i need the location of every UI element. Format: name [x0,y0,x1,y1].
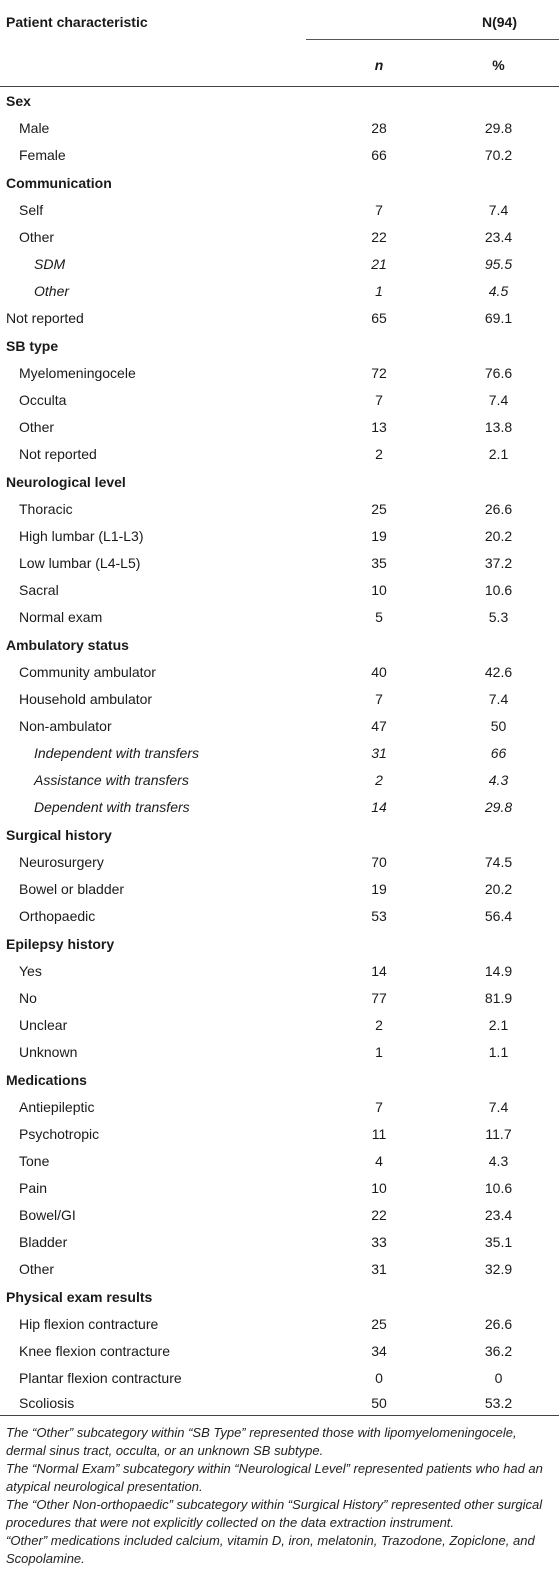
row-label: Bowel/GI [19,1207,76,1223]
table-row [0,958,559,985]
section-label: SB type [6,338,59,354]
footnote: The “Normal Exam” subcategory within “Neurological Level” represented patients who had an atypical neurological presentation. [6,1461,543,1494]
cell-percent [418,930,559,958]
cell-percent: 11.7 [485,1126,512,1142]
table-row [0,1175,559,1202]
section-row [0,87,559,116]
cell-percent: 81.9 [484,990,513,1006]
section-label: Medications [6,1072,87,1088]
cell-n: 33 [371,1234,387,1250]
cell-n: 19 [371,881,387,897]
table-row [0,903,559,930]
cell-percent: 2.1 [488,1017,509,1033]
cell-percent: 37.2 [484,555,513,571]
table-row [0,604,559,631]
cell-n: 13 [371,419,387,435]
row-label: Tone [19,1153,50,1169]
table-header [0,0,559,87]
row-label: Other [19,229,55,245]
footnote: The “Other Non-orthopaedic” subcategory within “Surgical History” represented other surgical procedures that were not explicitly collected on the data extraction instrument. [6,1497,543,1530]
row-label: Independent with transfers [34,745,199,761]
cell-percent: 20.2 [484,881,513,897]
row-label: Non-ambulator [19,718,112,734]
cell-percent: 0 [494,1370,503,1386]
section-label: Ambulatory status [6,637,129,653]
section-row [0,1066,559,1094]
cell-n: 25 [371,1316,387,1332]
cell-percent: 4.3 [488,772,509,788]
cell-n: 31 [371,1261,387,1277]
cell-percent: 70.2 [484,147,513,163]
cell-n [300,169,418,197]
row-label: Bladder [19,1234,68,1250]
header-row-columns [0,44,559,87]
row-label: Bowel or bladder [19,881,125,897]
cell-n: 25 [371,501,387,517]
cell-n: 22 [371,1207,387,1223]
row-label: Pain [19,1180,48,1196]
cell-n: 10 [371,582,387,598]
cell-percent: 56.4 [484,908,513,924]
table-row [0,1392,559,1416]
table-row [0,1148,559,1175]
cell-n [300,930,418,958]
cell-n [300,87,418,116]
cell-n [300,1283,418,1311]
table-row [0,740,559,767]
table-row [0,1202,559,1229]
row-label: Dependent with transfers [34,799,190,815]
row-label: Scoliosis [0,1392,300,1416]
cell-percent: 10.6 [484,1180,513,1196]
cell-n [300,468,418,496]
cell-percent: 2.1 [488,446,509,462]
cell-n: 7 [375,691,383,707]
section-row [0,468,559,496]
cell-n: 14 [371,963,387,979]
row-label: Myelomeningocele [19,365,136,381]
cell-percent: 50 [490,718,507,734]
cell-percent [418,1283,559,1311]
row-label: Thoracic [19,501,73,517]
cell-n: 11 [371,1126,387,1142]
table-row [0,1012,559,1039]
table-row [0,794,559,821]
row-label: Occulta [19,392,67,408]
cell-n: 10 [371,1180,387,1196]
table-row [0,659,559,686]
section-label: Neurological level [6,474,126,490]
table-row [0,713,559,740]
table-row [0,142,559,169]
row-label: Female [19,147,66,163]
cell-percent [418,87,559,116]
cell-percent [418,1066,559,1094]
cell-n: 65 [371,310,387,326]
cell-n: 7 [375,1099,383,1115]
cell-n: 31 [371,745,387,761]
section-row [0,169,559,197]
section-row [0,332,559,360]
cell-n: 7 [375,202,383,218]
cell-percent: 69.1 [484,310,513,326]
cell-n: 47 [371,718,387,734]
cell-percent [418,332,559,360]
table-row [0,1365,559,1392]
table-row [0,985,559,1012]
header-characteristic: Patient characteristic [6,14,148,30]
cell-percent: 13.8 [484,419,513,435]
row-label: Knee flexion contracture [19,1343,170,1359]
section-label: Epilepsy history [6,936,115,952]
table-row [0,1311,559,1338]
cell-n: 4 [375,1153,383,1169]
cell-n [300,1066,418,1094]
cell-n: 7 [375,392,383,408]
table-body [0,87,559,1416]
row-label: Self [19,202,44,218]
cell-percent: 23.4 [484,1207,513,1223]
group-header-rule [306,39,559,40]
section-label: Physical exam results [6,1289,153,1305]
table-row [0,1121,559,1148]
cell-n: 19 [371,528,387,544]
row-label: Other [19,1261,55,1277]
cell-n: 53 [371,908,387,924]
row-label: Unknown [19,1044,78,1060]
row-label: High lumbar (L1-L3) [19,528,144,544]
header-blank [0,44,300,87]
row-label: Unclear [19,1017,68,1033]
cell-percent [418,468,559,496]
row-label: Not reported [6,310,84,326]
cell-n: 50 [300,1392,418,1416]
cell-n: 72 [371,365,387,381]
cell-percent: 76.6 [484,365,513,381]
cell-n: 66 [371,147,387,163]
table-row [0,115,559,142]
cell-n [300,821,418,849]
cell-percent: 7.4 [488,1099,509,1115]
cell-n [300,631,418,659]
cell-percent [418,169,559,197]
cell-percent: 32.9 [484,1261,513,1277]
section-row [0,1283,559,1311]
cell-n: 35 [371,555,387,571]
cell-percent: 26.6 [484,501,513,517]
cell-n: 21 [371,256,387,272]
cell-percent: 7.4 [488,202,509,218]
row-label: Normal exam [19,609,103,625]
table-row [0,224,559,251]
table-row [0,1094,559,1121]
table-row [0,686,559,713]
cell-percent: 74.5 [484,854,513,870]
cell-n [300,332,418,360]
table-row [0,1256,559,1283]
header-group-n94: N(94) [482,14,518,30]
cell-percent: 14.9 [484,963,513,979]
row-label: Sacral [19,582,59,598]
table-row [0,550,559,577]
cell-n: 22 [371,229,387,245]
section-row [0,631,559,659]
cell-percent: 7.4 [488,392,509,408]
table-row [0,1229,559,1256]
table-row [0,305,559,332]
cell-percent: 95.5 [484,256,513,272]
row-label: Antiepileptic [19,1099,95,1115]
cell-n: 14 [371,799,387,815]
table-row [0,876,559,903]
cell-percent [418,821,559,849]
section-row [0,821,559,849]
cell-percent: 66 [490,745,507,761]
row-label: Yes [19,963,42,979]
row-label: Orthopaedic [19,908,96,924]
table-row [0,387,559,414]
table-row [0,767,559,794]
header-percent: % [418,44,559,87]
table-row [0,496,559,523]
row-label: Household ambulator [19,691,153,707]
table-row [0,251,559,278]
row-label: Neurosurgery [19,854,104,870]
table-row [0,414,559,441]
table-row [0,278,559,305]
cell-n: 1 [375,283,383,299]
cell-n: 34 [371,1343,387,1359]
row-label: SDM [34,256,66,272]
cell-percent: 7.4 [488,691,509,707]
footnote: The “Other” subcategory within “SB Type” represented those with lipomyelomeningocele, dermal sinus tract, occulta, or an unknown SB subtype. [6,1425,517,1458]
cell-percent: 23.4 [484,229,513,245]
row-label: Hip flexion contracture [19,1316,159,1332]
cell-n: 2 [375,446,383,462]
section-label: Communication [6,175,112,191]
table-row [0,523,559,550]
section-label: Surgical history [6,827,112,843]
cell-percent: 53.2 [418,1392,559,1416]
cell-n: 1 [375,1044,383,1060]
table-row [0,577,559,604]
cell-percent: 10.6 [484,582,513,598]
row-label: Plantar flexion contracture [19,1370,182,1386]
table-row [0,441,559,468]
cell-n: 0 [375,1370,383,1386]
table-row [0,1039,559,1066]
row-label: No [19,990,37,1006]
cell-percent: 29.8 [484,120,513,136]
cell-n: 40 [371,664,387,680]
table-footnotes [0,1416,559,1568]
section-label: Sex [6,93,31,109]
cell-percent: 4.5 [488,283,509,299]
cell-percent: 35.1 [484,1234,513,1250]
cell-percent: 29.8 [484,799,513,815]
cell-n: 2 [375,1017,383,1033]
row-label: Not reported [19,446,97,462]
row-label: Other [34,283,70,299]
cell-n: 70 [371,854,387,870]
cell-n: 28 [371,120,387,136]
cell-percent: 20.2 [484,528,513,544]
row-label: Other [19,419,55,435]
table-row [0,197,559,224]
header-row-group [0,0,559,44]
cell-percent [418,631,559,659]
cell-percent: 4.3 [488,1153,509,1169]
row-label: Low lumbar (L4-L5) [19,555,141,571]
cell-percent: 1.1 [488,1044,509,1060]
row-label: Psychotropic [19,1126,100,1142]
cell-percent: 26.6 [484,1316,513,1332]
row-label: Community ambulator [19,664,156,680]
table-row [0,360,559,387]
footnote: “Other” medications included calcium, vitamin D, iron, melatonin, Trazodone, Zopiclone, and Scopolamine. [6,1533,535,1566]
table-row [0,1338,559,1365]
cell-n: 77 [371,990,387,1006]
cell-percent: 5.3 [488,609,509,625]
cell-n: 5 [375,609,383,625]
cell-percent: 36.2 [484,1343,513,1359]
header-n: n [300,44,418,87]
row-label: Male [19,120,50,136]
cell-percent: 42.6 [484,664,513,680]
table-row [0,849,559,876]
section-row [0,930,559,958]
cell-n: 2 [375,772,383,788]
row-label: Assistance with transfers [34,772,189,788]
